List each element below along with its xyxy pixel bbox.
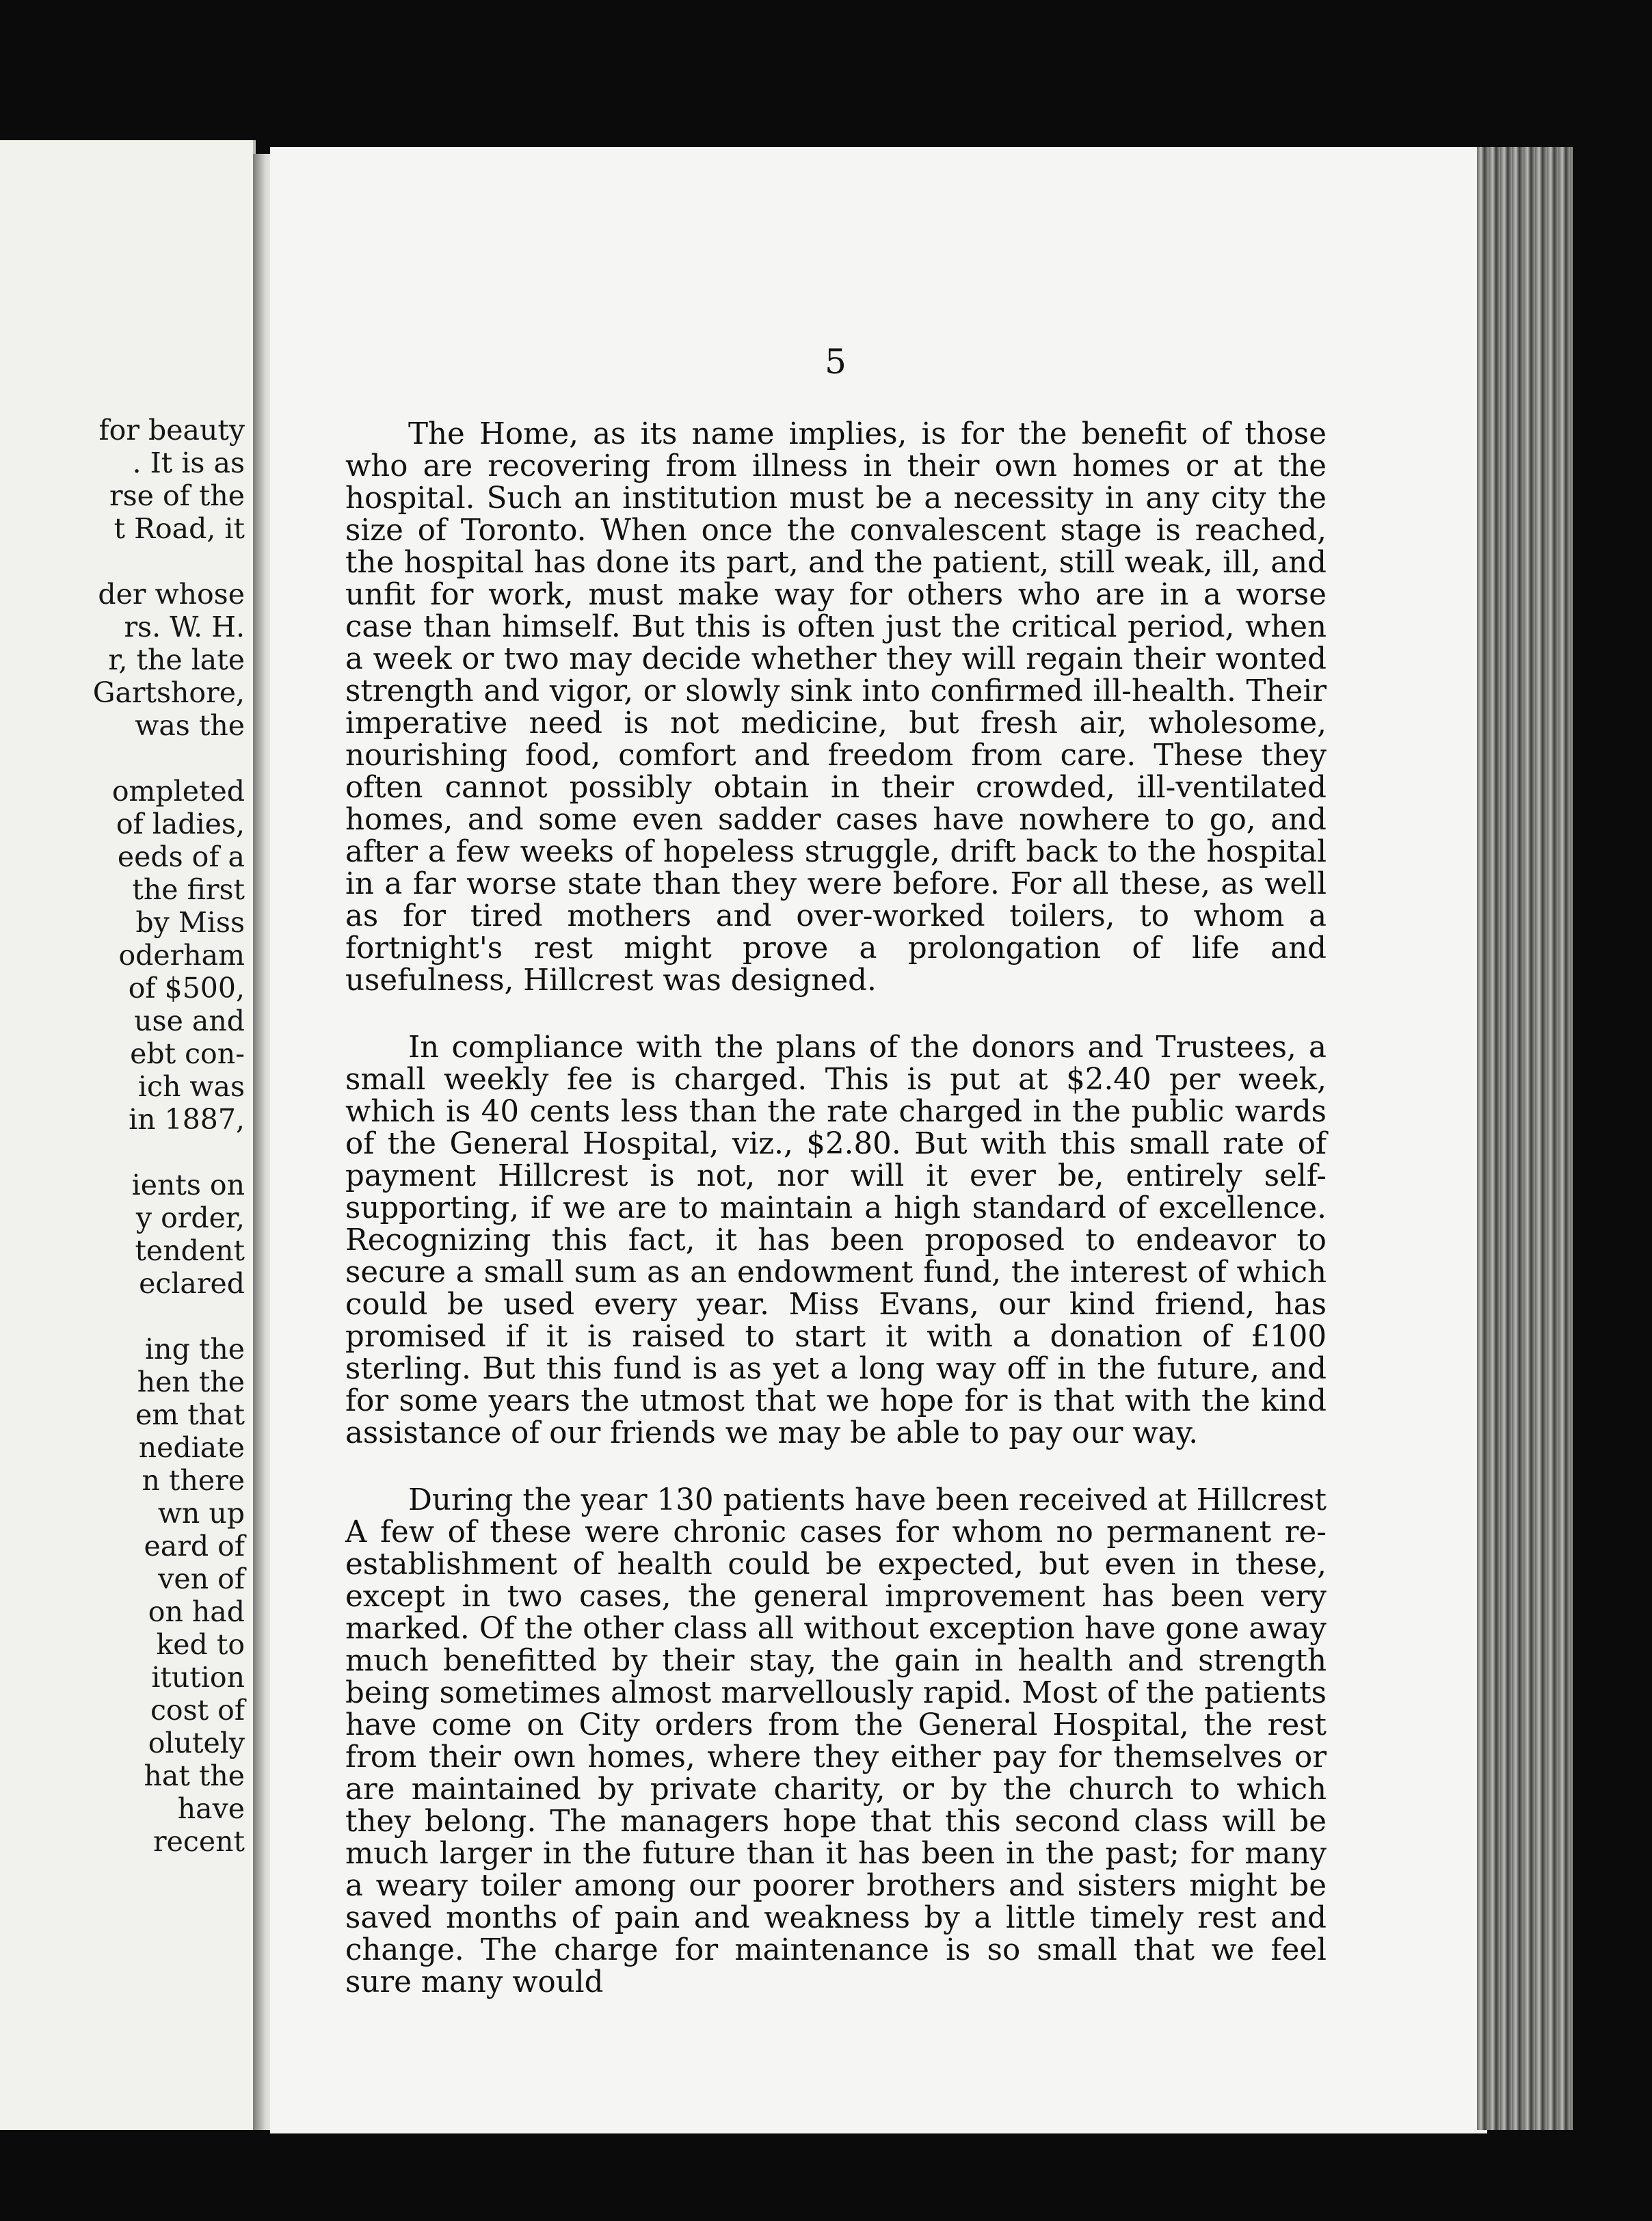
left-page-text	[19, 414, 245, 1858]
left-page-line: ich was	[137, 1070, 245, 1103]
left-page-line: the first	[132, 873, 245, 906]
left-page-line: der whose	[98, 578, 245, 611]
left-page-line: olutely	[148, 1727, 245, 1759]
left-page-line: nediate	[138, 1431, 245, 1464]
left-page-line: ebt con-	[130, 1037, 245, 1070]
left-page-line: cost of	[150, 1694, 245, 1727]
left-page-line: by Miss	[135, 906, 245, 939]
paragraph: In compliance with the plans of the donors and Trustees, a small weekly fee is charged. This is put at $2.40 per week, which is 40 cents less than the rate charged in the public wards of the General Hospital, viz., $2.80. But with this small rate of payment Hillcrest is not, nor will it ever be, entirely self-supporting, if we are to maintain a high standard of excellence. Recognizing this fact, it has been proposed to endeavor to secure a small sum as an endowment fund, the interest of which could be used every year. Miss Evans, our kind friend, has promised if it is raised to start it with a donation of £100 sterling. But this fund is as yet a long way off in the future, and for some years the utmost that we hope for is that with the kind assistance of our friends we may be able to pay our way.	[345, 1030, 1327, 1450]
left-page-line: was the	[135, 709, 245, 742]
left-page-line: use and	[134, 1005, 245, 1037]
left-page-line: eard of	[144, 1530, 245, 1562]
left-page-line: ing the	[145, 1333, 245, 1366]
left-page-line: r, the late	[108, 643, 245, 676]
left-page-line: have	[177, 1792, 245, 1825]
left-page-line: rs. W. H.	[124, 611, 245, 643]
paragraph: During the year 130 patients have been received at Hillcrest A few of these were chronic cases for whom no permanent reestablishment of health could be expected, but even in these, except in two cases, the general improvement has been very marked. Of the other class all without exception have gone away much benefitted by their stay, the gain in health and strength being sometimes almost marvellously rapid. Most of the patients have come on City orders from the General Hospital, the rest from their own homes, where they either pay for themselves or are maintained by private charity, or by the church to which they belong. The managers hope that this second class will be much larger in the future than it has been in the past; for many a weary toiler among our poorer brothers and sisters might be saved months of pain and weakness by a little timely rest and change. The charge for maintenance is so small that we feel sure many would	[345, 1483, 1327, 1999]
left-page-line: recent	[153, 1825, 245, 1858]
left-page	[0, 140, 256, 2130]
left-page-line: rse of the	[109, 479, 245, 512]
left-page-line: of $500,	[128, 972, 245, 1005]
left-page-line: n there	[142, 1464, 245, 1497]
left-page-line: oderham	[118, 939, 245, 972]
left-page-line: ven of	[158, 1562, 245, 1595]
left-page-line: ked to	[156, 1628, 245, 1661]
left-page-line: for beauty	[98, 414, 245, 447]
left-page-line: tendent	[135, 1234, 245, 1267]
left-page-line	[19, 1300, 245, 1333]
left-page-line: on had	[148, 1595, 245, 1628]
body-text	[345, 418, 1327, 2034]
left-page-line: Gartshore,	[92, 676, 245, 709]
left-page-line: t Road, it	[114, 512, 245, 545]
left-page-line: eeds of a	[117, 840, 245, 873]
left-page-line: em that	[135, 1398, 245, 1431]
left-page-line	[19, 1136, 245, 1169]
left-page-line: itution	[151, 1661, 245, 1694]
paragraph: The Home, as its name implies, is for the benefit of those who are recovering from illness in their own homes or at the hospital. Such an institution must be a necessity in any city the size of Toronto. When once the convalescent stage is reached, the hospital has done its part, and the patient, still weak, ill, and unfit for work, must make way for others who are in a worse case than himself. But this is often just the critical period, when a week or two may decide whether they will regain their wonted strength and vigor, or slowly sink into confirmed ill-health. Their imperative need is not medicine, but fresh air, wholesome, nourishing food, comfort and freedom from care. These they often cannot possibly obtain in their crowded, ill-ventilated homes, and some even sadder cases have nowhere to go, and after a few weeks of hopeless struggle, drift back to the hospital in a far worse state than they were before. For all these, as well as for tired mothers and over-worked toilers, to whom a fortnight's rest might prove a prolongation of life and usefulness, Hillcrest was designed.	[345, 417, 1327, 998]
left-page-line	[19, 545, 245, 578]
left-page-line: ients on	[131, 1169, 245, 1201]
left-page-line: ompleted	[111, 775, 245, 808]
left-page-line: in 1887,	[129, 1103, 245, 1136]
page-edges	[1477, 147, 1573, 2130]
page-number: 5	[825, 342, 847, 382]
left-page-line	[19, 742, 245, 775]
left-page-line: hen the	[137, 1366, 245, 1398]
left-page-line: hat the	[144, 1759, 245, 1792]
left-page-line: eclared	[139, 1267, 245, 1300]
left-page-line: y order,	[135, 1201, 245, 1234]
left-page-line: wn up	[157, 1497, 245, 1530]
left-page-line: of ladies,	[116, 808, 245, 840]
left-page-line: . It is as	[132, 447, 245, 479]
